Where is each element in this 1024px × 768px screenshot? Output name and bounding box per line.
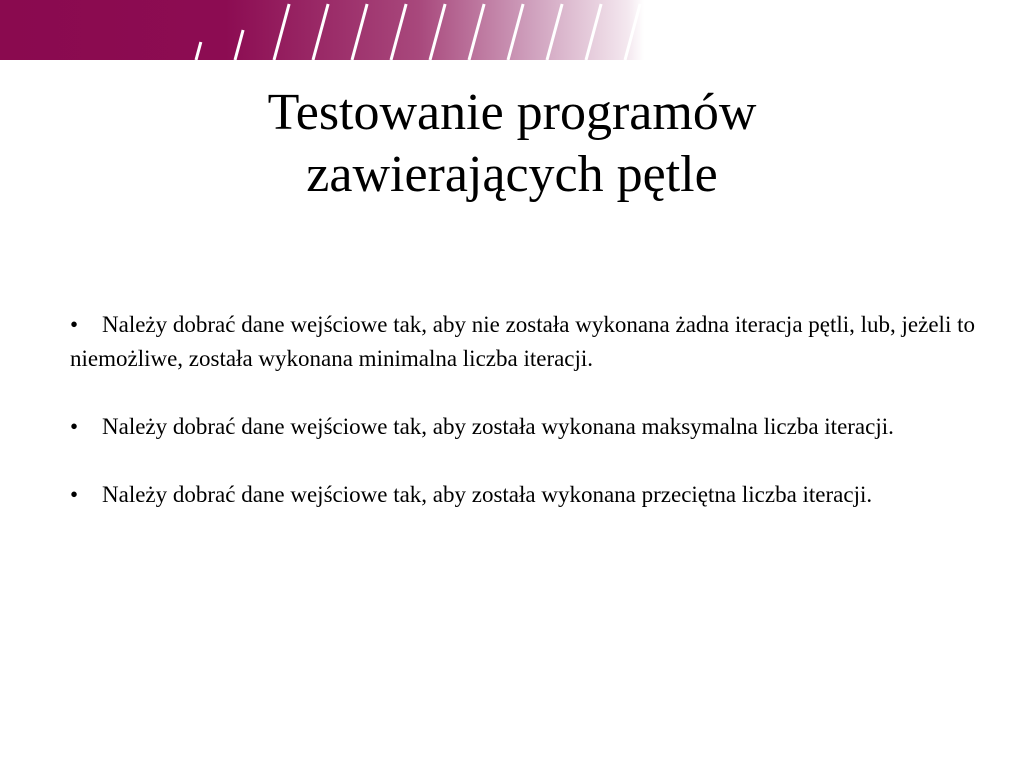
bullet-marker: • [70, 482, 79, 507]
banner-band [0, 0, 805, 60]
slide-title [0, 82, 1024, 206]
bullet-item [70, 308, 1000, 376]
bullet-marker: • [70, 312, 79, 337]
title-line-2: zawierających pętle [306, 146, 718, 203]
bullet-marker: • [70, 414, 79, 439]
bullet-list [70, 308, 1000, 546]
header-banner [0, 0, 1024, 60]
bullet-text: Należy dobrać dane wejściowe tak, aby została wykonana maksymalna liczba iteracji. [102, 414, 894, 439]
title-line-1: Testowanie programów [267, 84, 757, 141]
bullet-item [70, 410, 1000, 444]
bullet-item [70, 478, 1000, 512]
bullet-text: Należy dobrać dane wejściowe tak, aby nie została wykonana żadna iteracja pętli, lub, jeżeli to niemożliwe, została wykonana minimalna liczba iteracji. [70, 312, 975, 371]
banner-graphic [0, 0, 1024, 60]
bullet-text: Należy dobrać dane wejściowe tak, aby została wykonana przeciętna liczba iteracji. [102, 482, 873, 507]
